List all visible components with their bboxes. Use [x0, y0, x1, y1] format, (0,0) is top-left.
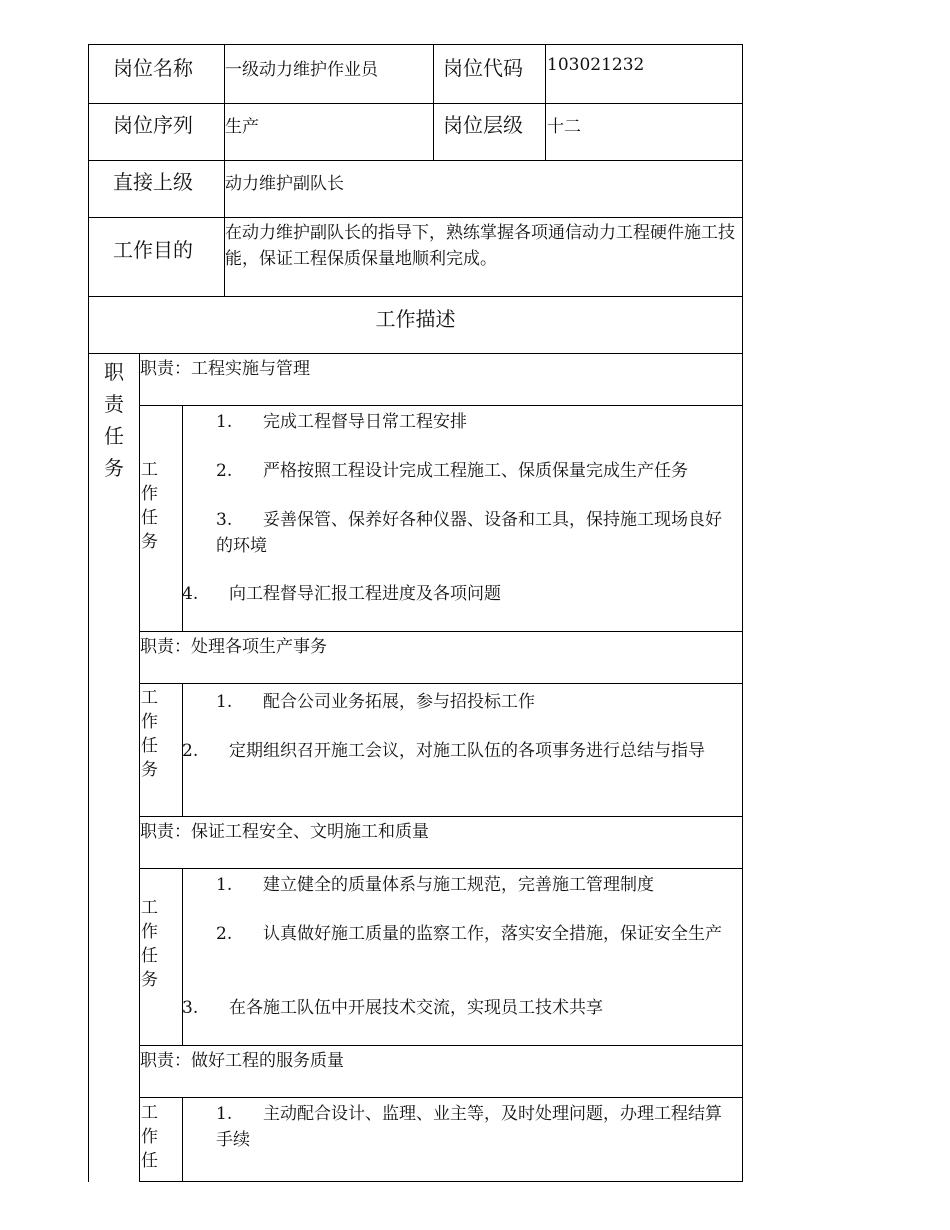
position-series-value: 生产: [225, 117, 259, 137]
duty-title-1: 职责：工程实施与管理: [140, 359, 310, 379]
task-1-1: 1. 完成工程督导日常工程安排: [216, 412, 467, 432]
duties-tasks-label: 职责任务: [104, 360, 124, 480]
task-3-3: 3. 在各施工队伍中开展技术交流，实现员工技术共享: [182, 998, 603, 1018]
task-2-2: 2. 定期组织召开施工会议，对施工队伍的各项事务进行总结与指导: [182, 741, 705, 761]
position-series-label: 岗位序列: [113, 113, 193, 137]
task-1-3: 3. 妥善保管、保养好各种仪器、设备和工具，保持施工现场良好的环境: [216, 510, 722, 556]
direct-superior-label: 直接上级: [113, 170, 193, 194]
task-3-2: 2. 认真做好施工质量的监察工作，落实安全措施，保证安全生产: [216, 924, 722, 944]
position-name-value: 一级动力维护作业员: [225, 60, 378, 80]
work-description-title: 工作描述: [375, 307, 456, 331]
task-label-3: 工作任务: [141, 898, 158, 990]
task-label-2: 工作任务: [141, 688, 158, 780]
task-4-1: 1. 主动配合设计、监理、业主等，及时处理问题，办理工程结算手续: [216, 1104, 722, 1150]
task-1-4: 4. 向工程督导汇报工程进度及各项问题: [182, 584, 501, 604]
duty-title-3: 职责：保证工程安全、文明施工和质量: [140, 822, 429, 842]
work-purpose-value: 在动力维护副队长的指导下，熟练掌握各项通信动力工程硬件施工技能，保证工程保质保量地顺利完成。: [225, 223, 735, 269]
task-2-1: 1. 配合公司业务拓展，参与招投标工作: [216, 692, 535, 712]
position-level-label: 岗位层级: [443, 113, 523, 137]
task-label-1: 工作任务: [141, 460, 158, 552]
duty-title-2: 职责：处理各项生产事务: [140, 637, 327, 657]
position-code-value: 103021232: [547, 55, 645, 75]
position-code-label: 岗位代码: [443, 56, 523, 80]
task-1-2: 2. 严格按照工程设计完成工程施工、保质保量完成生产任务: [216, 461, 688, 481]
direct-superior-value: 动力维护副队长: [225, 174, 344, 194]
work-purpose-label: 工作目的: [113, 238, 193, 262]
position-level-value: 十二: [547, 117, 581, 137]
position-name-label: 岗位名称: [113, 56, 193, 80]
duty-title-4: 职责：做好工程的服务质量: [140, 1051, 344, 1071]
task-label-4: 工作任: [141, 1103, 158, 1171]
task-3-1: 1. 建立健全的质量体系与施工规范，完善施工管理制度: [216, 875, 654, 895]
